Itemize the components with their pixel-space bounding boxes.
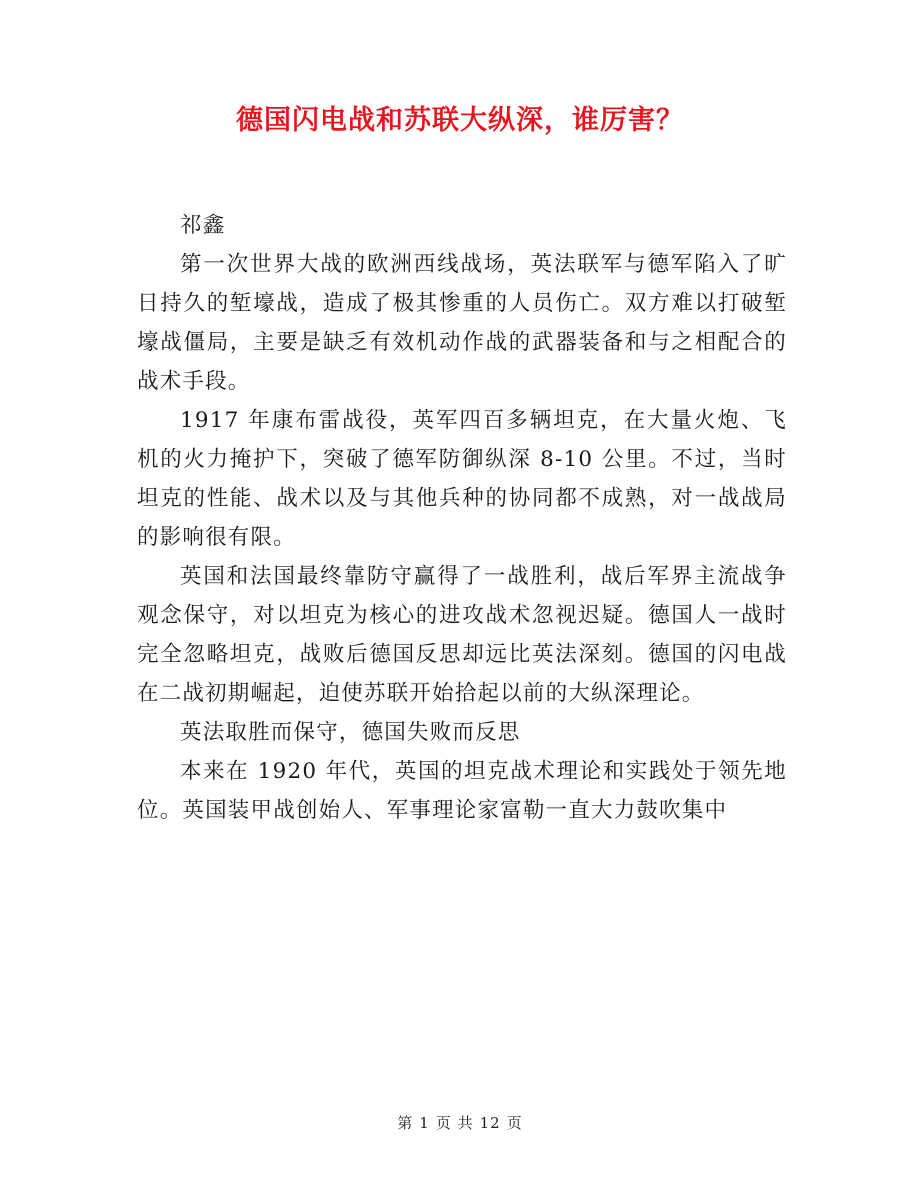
paragraph: 第一次世界大战的欧洲西线战场，英法联军与德军陷入了旷日持久的堑壕战，造成了极其惨重的人员伤亡。双方难以打破堑壕战僵局，主要是缺乏有效机动作战的武器装备和与之相配合的战术手段。 <box>137 252 787 394</box>
page-label-prefix: 第 <box>397 1114 414 1132</box>
page-footer <box>0 1112 920 1133</box>
author-name: 祁鑫 <box>180 213 226 238</box>
paragraph: 1917 年康布雷战役，英军四百多辆坦克，在大量火炮、飞机的火力掩护下，突破了德军防御纵深 8-10 公里。不过，当时坦克的性能、战术以及与其他兵种的协同都不成熟，对一战战局的影响很有限。 <box>137 408 787 550</box>
page-label-suffix: 页 <box>506 1114 523 1132</box>
page-label-mid: 页 共 <box>435 1114 474 1132</box>
current-page-number: 1 <box>419 1114 430 1132</box>
document-title: 德国闪电战和苏联大纵深，谁厉害？ <box>236 105 684 136</box>
section-heading: 英法取胜而保守，德国失败而反思 <box>180 720 521 745</box>
document-body <box>137 206 787 830</box>
paragraph: 英国和法国最终靠防守赢得了一战胜利，战后军界主流战争观念保守，对以坦克为核心的进攻战术忽视迟疑。德国人一战时完全忽略坦克，战败后德国反思却远比英法深刻。德国的闪电战在二战初期崛起，迫使苏联开始拾起以前的大纵深理论。 <box>137 564 787 706</box>
paragraph: 本来在 1920 年代，英国的坦克战术理论和实践处于领先地位。英国装甲战创始人、军事理论家富勒一直大力鼓吹集中 <box>137 759 787 823</box>
total-pages-number: 12 <box>479 1114 501 1132</box>
